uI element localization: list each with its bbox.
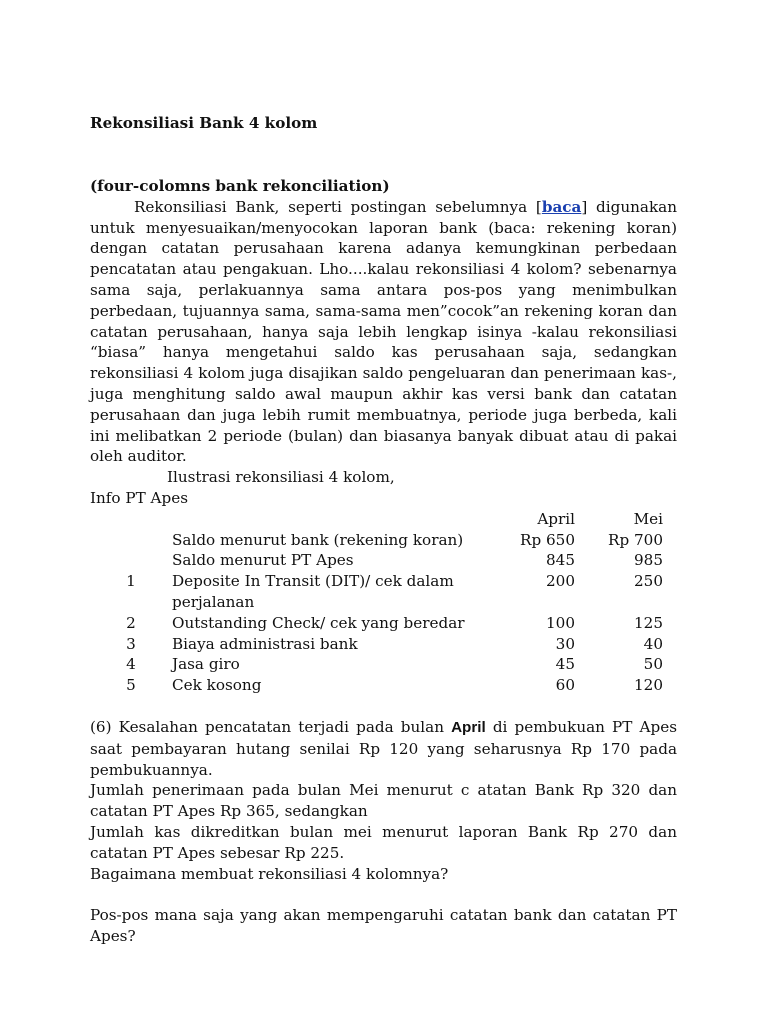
illustration-label: Ilustrasi rekonsiliasi 4 kolom,	[167, 468, 395, 487]
row-label: Deposite In Transit (DIT)/ cek dalam perjalanan	[172, 572, 454, 611]
table-row	[90, 530, 677, 551]
note-6-before: (6) Kesalahan pencatatan terjadi pada bulan	[90, 717, 452, 736]
row-number: 3	[126, 634, 136, 653]
row-mei-value: 50	[643, 655, 663, 674]
row-label: Saldo menurut PT Apes	[172, 551, 354, 570]
row-april-value: 100	[546, 613, 575, 632]
reconciliation-table	[90, 509, 677, 696]
table-row	[90, 571, 677, 613]
header-april: April	[537, 509, 575, 528]
row-april-value: 845	[546, 551, 575, 570]
row-mei-value: Rp 700	[608, 530, 663, 549]
table-row	[90, 675, 677, 696]
row-mei-value: 250	[634, 572, 663, 591]
row-mei-value: 120	[634, 676, 663, 695]
row-april-value: 60	[555, 676, 575, 695]
row-number: 5	[126, 676, 136, 695]
table-row	[90, 550, 677, 571]
row-mei-value: 125	[634, 613, 663, 632]
row-number: 1	[126, 572, 136, 591]
row-april-value: 45	[555, 655, 575, 674]
table-row	[90, 613, 677, 634]
document-title: Rekonsiliasi Bank 4 kolom	[90, 114, 318, 132]
intro-text-part1: Rekonsiliasi Bank, seperti postingan sebelumnya [	[134, 197, 542, 216]
row-label: Outstanding Check/ cek yang beredar	[172, 613, 465, 632]
row-label: Biaya administrasi bank	[172, 634, 358, 653]
note-6-after: di pembukuan PT Apes saat pembayaran hutang senilai Rp 120 yang seharusnya Rp 170 pada pembukuannya.	[90, 717, 677, 779]
question-2: Pos-pos mana saja yang akan mempengaruhi catatan bank dan catatan PT Apes?	[90, 906, 677, 946]
header-mei: Mei	[633, 509, 663, 528]
row-april-value: 200	[546, 572, 575, 591]
note-6	[90, 717, 677, 780]
document-body	[90, 113, 677, 947]
row-number: 2	[126, 613, 136, 632]
question-1: Bagaimana membuat rekonsiliasi 4 kolomnya?	[90, 864, 449, 883]
kas-line: Jumlah kas dikreditkan bulan mei menurut laporan Bank Rp 270 dan catatan PT Apes sebesar Rp 225.	[90, 822, 677, 862]
row-mei-value: 985	[634, 551, 663, 570]
row-label: Saldo menurut bank (rekening koran)	[172, 530, 464, 549]
table-header-row	[90, 509, 677, 530]
row-label: Jasa giro	[172, 655, 240, 674]
row-number	[90, 530, 172, 551]
table-row	[90, 654, 677, 675]
note-6-bold: April	[451, 718, 486, 736]
row-april-value: 30	[555, 634, 575, 653]
penerimaan-line: Jumlah penerimaan pada bulan Mei menurut c atatan Bank Rp 320 dan catatan PT Apes Rp 365, sedangkan	[90, 781, 677, 821]
row-april-value: Rp 650	[520, 530, 575, 549]
intro-paragraph	[90, 197, 677, 467]
table-row	[90, 634, 677, 655]
row-number	[90, 550, 172, 571]
document-subtitle: (four-colomns bank rekonciliation)	[90, 177, 390, 195]
baca-link[interactable]: baca	[541, 197, 582, 216]
info-label: Info PT Apes	[90, 488, 189, 507]
row-number: 4	[126, 655, 136, 674]
row-label: Cek kosong	[172, 676, 262, 695]
row-mei-value: 40	[643, 634, 663, 653]
intro-text-part2: ] digunakan untuk menyesuaikan/menyocokan laporan bank (baca: rekening koran) dengan catatan perusahaan karena adanya kemungkinan perbedaan pencatatan atau pengakuan. Lho....kalau rekonsiliasi 4 kolom? sebenarnya sama saja, perlakuannya sama antara pos-pos yang menimbulkan perbedaan, tujuannya sama, sama-sama men”cocok”an rekening koran dan catatan perusahaan, hanya saja lebih lengkap isinya -kalau rekonsiliasi “biasa” hanya mengetahui saldo kas perusahaan saja, sedangkan rekonsiliasi 4 kolom juga disajikan saldo pengeluaran dan penerimaan kas-, juga menghitung saldo awal maupun akhir kas versi bank dan catatan perusahaan dan juga lebih rumit membuatnya, periode juga berbeda, kali ini melibatkan 2 periode (bulan) dan biasanya banyak dibuat atau di pakai oleh auditor.	[90, 197, 677, 466]
